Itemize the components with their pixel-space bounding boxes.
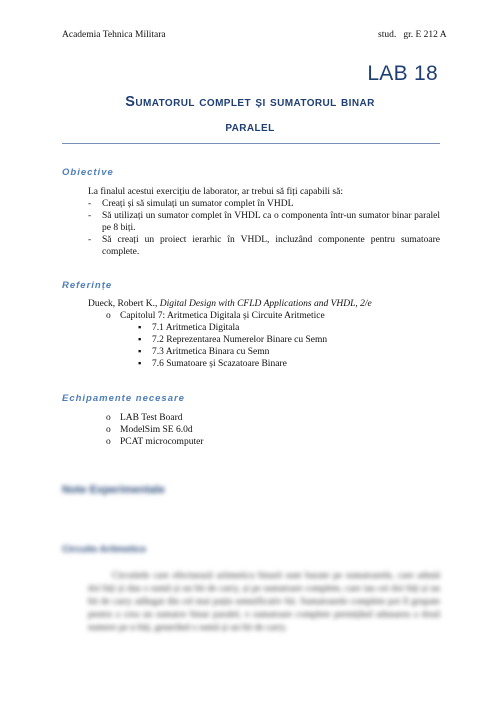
references-section — [88, 298, 440, 370]
equipment-section — [106, 412, 406, 448]
notes-heading-blurred: Note Experimentale — [62, 484, 165, 496]
reference-book-title: Digital Design with CFLD Applications and VHDL, 2/e — [159, 299, 372, 309]
objective-item: - Să creați un proiect ierarhic în VHDL, incluzând componente pentru sumatoare complete. — [88, 235, 440, 257]
title-line-2: paralel — [225, 119, 275, 135]
equipment-item: o ModelSim SE 6.0d — [106, 425, 193, 435]
objectives-intro: La finalul acestui exercițiu de laborator, ar trebui să fiți capabili să: — [88, 187, 343, 197]
reference-section-item: ▪ 7.6 Sumatoare și Scazatoare Binare — [138, 359, 287, 369]
reference-section-item: ▪ 7.3 Aritmetica Binara cu Semn — [138, 347, 270, 357]
lab-number: LAB 18 — [367, 62, 438, 85]
objectives-section — [88, 186, 440, 258]
references-heading: Referințe — [62, 280, 113, 291]
reference-section-item: ▪ 7.2 Reprezentarea Numerelor Binare cu Semn — [138, 335, 328, 345]
reference-book: Dueck, Robert K., Digital Design with CFLD Applications and VHDL, 2/e — [88, 299, 372, 309]
objective-item: - Să utilizați un sumator complet în VHDL ca o componenta într-un sumator binar paralel pe 8 biți. — [88, 211, 440, 233]
equipment-item: o PCAT microcomputer — [106, 437, 204, 447]
header-institution: Academia Tehnica Militara — [62, 30, 166, 40]
document-title — [58, 90, 442, 140]
equipment-heading: Echipamente necesare — [62, 393, 185, 404]
title-line-1: Sumatorul complet și sumatorul binar — [125, 94, 375, 110]
title-divider — [62, 143, 440, 144]
header-student-group: stud. gr. E 212 A — [378, 30, 447, 40]
objective-item: - Creați și să simulați un sumator complet în VHDL — [88, 199, 294, 209]
reference-chapter: o Capitolul 7: Aritmetica Digitala și Circuite Aritmetice — [106, 311, 325, 321]
reference-section-item: ▪ 7.1 Aritmetica Digitala — [138, 323, 240, 333]
body-text-blurred: Circuitele care efectuează aritmetica binară sunt bazate pe sumatoarele, care adună doi biți și dau o sumă și un bit de carry, și pe sumatoare complete, care iau cei doi biți și un bit de carry adăugat din cel mai puțin semnificativ bit. Sumatoarele complete pot fi grupate pentru a crea un sumator binar paralel, o sumatoare complete permițând adunarea a două numere pe n biți, generând o sumă și un bit de carry. — [88, 571, 440, 633]
circuits-heading-blurred: Circuite Aritmetice — [62, 544, 147, 555]
equipment-item: o LAB Test Board — [106, 413, 183, 423]
objectives-heading: Obiective — [62, 167, 114, 178]
